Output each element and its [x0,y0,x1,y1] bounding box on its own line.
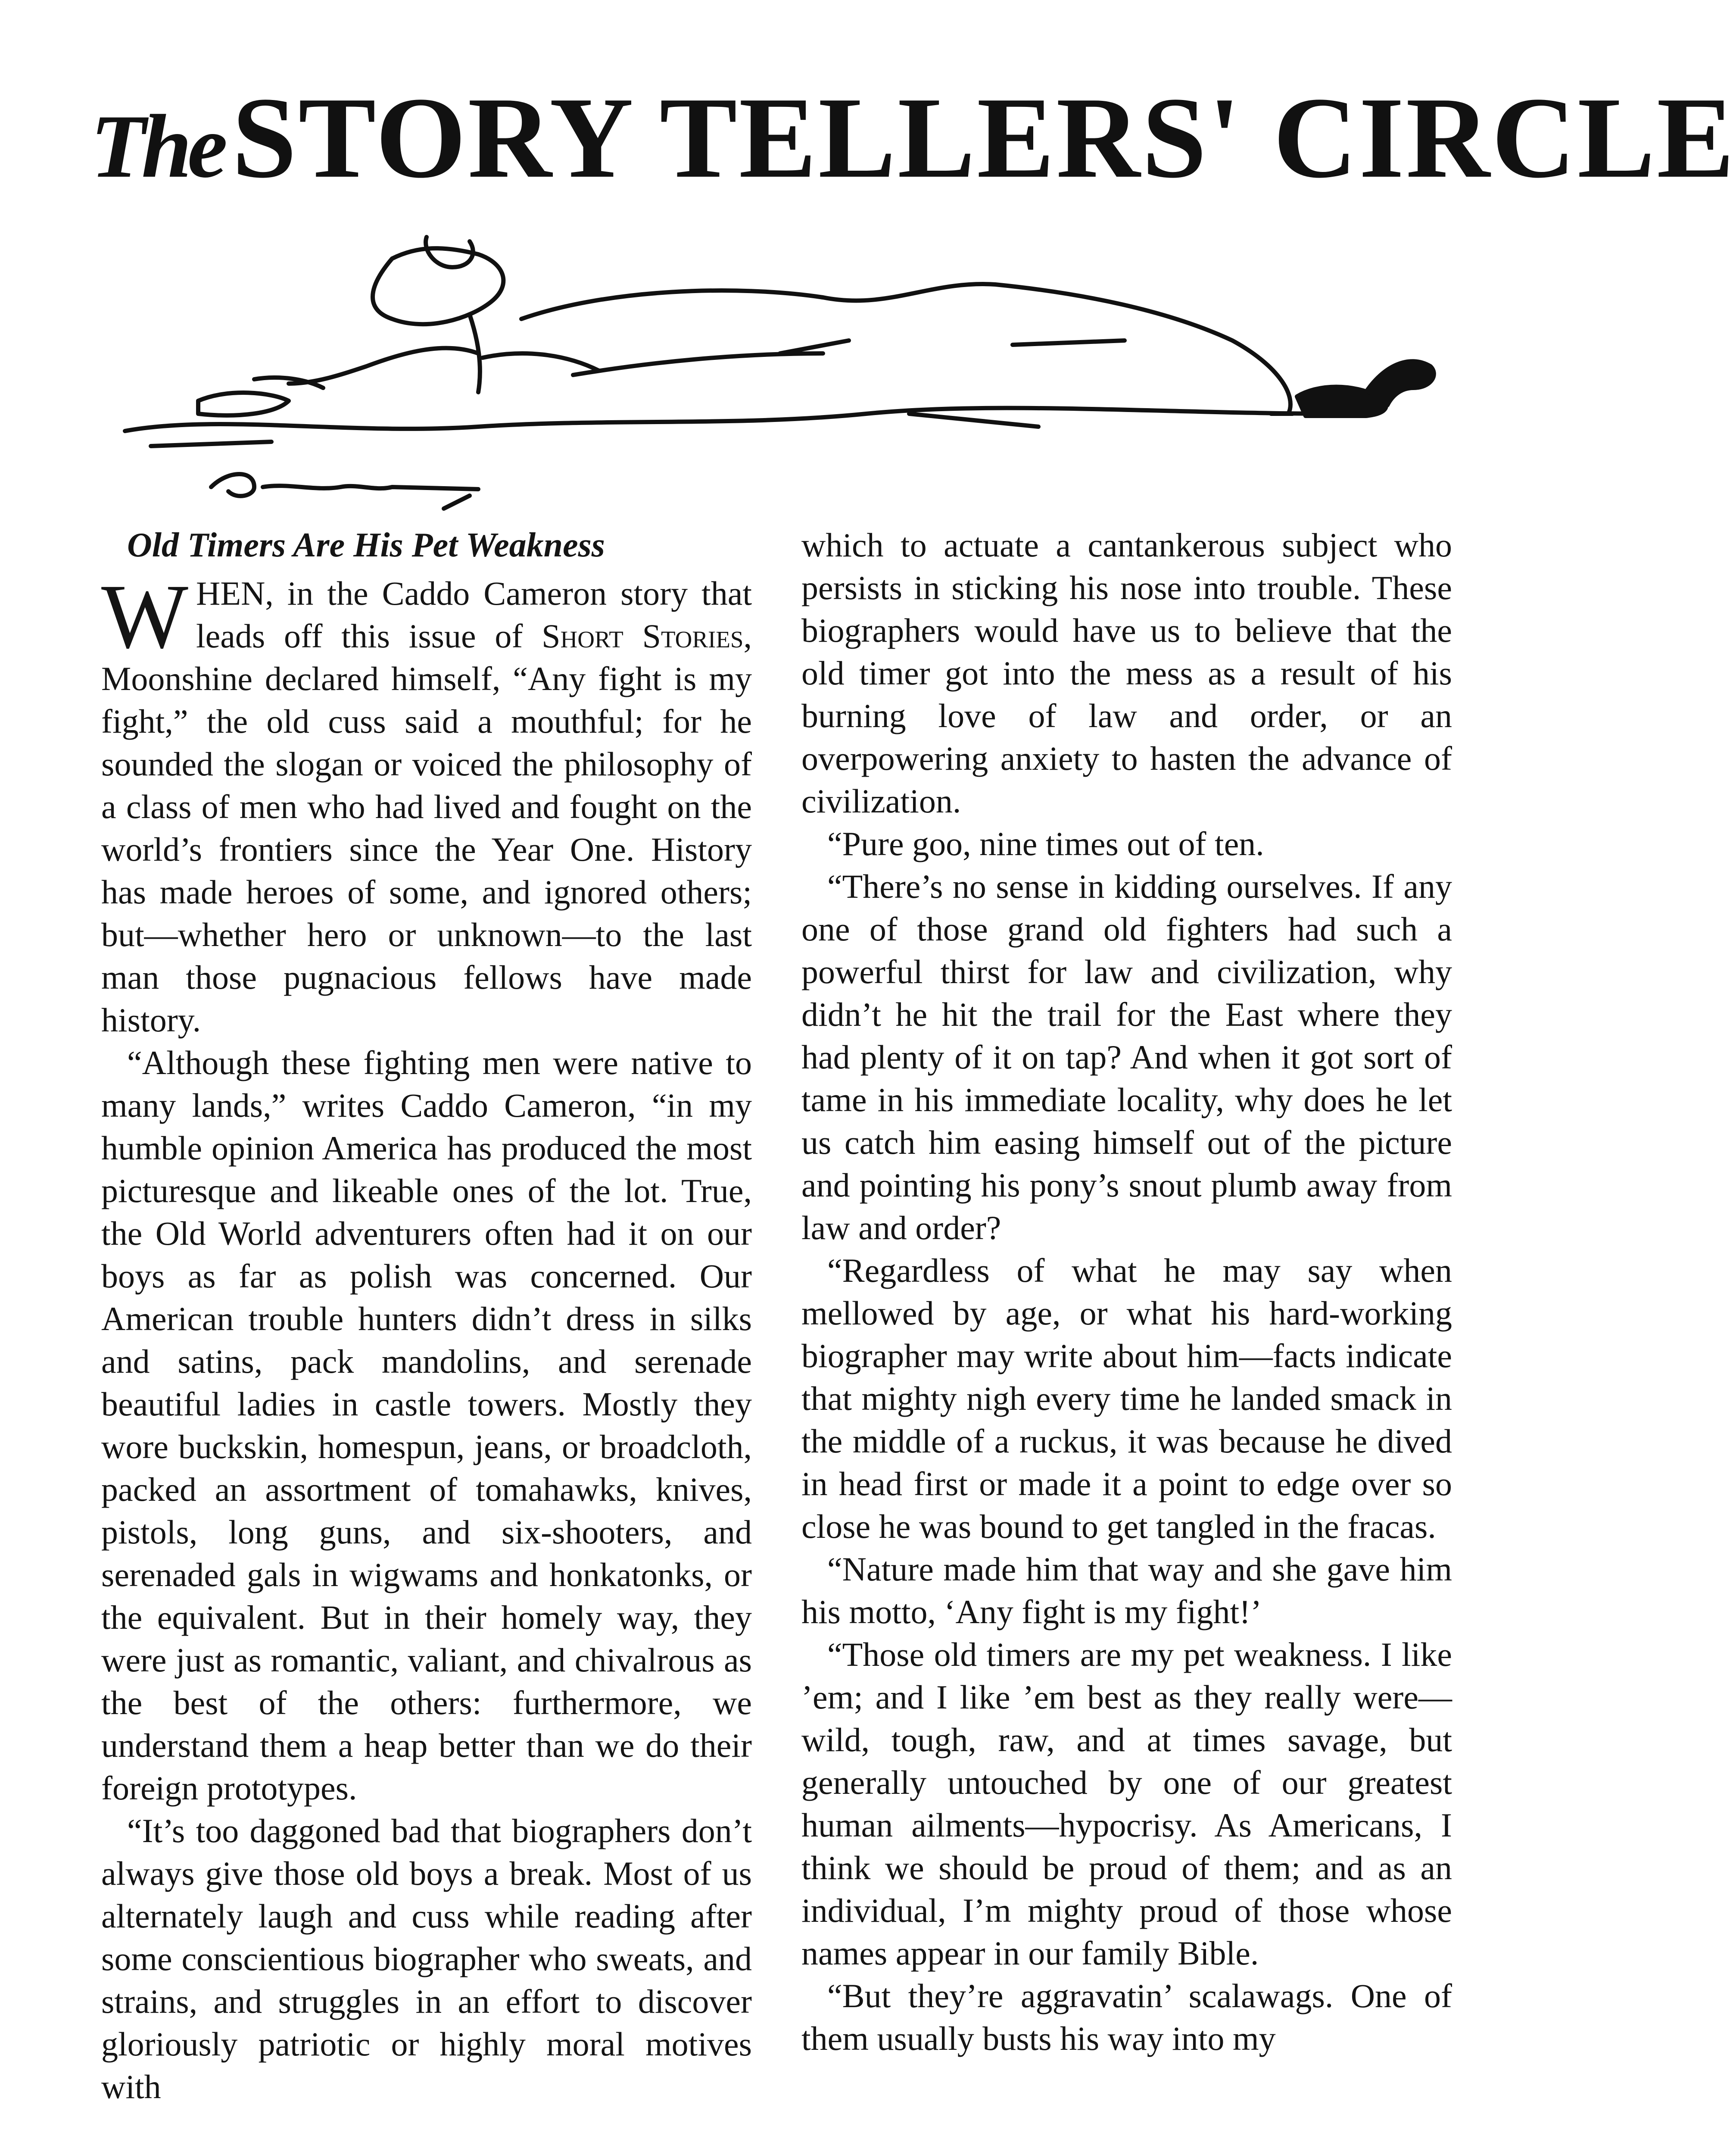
paragraph [101,565,752,1041]
magazine-name: Short Stories [542,617,744,655]
right-column [801,524,1452,2060]
paragraph: which to actuate a cantankerous subject who persists in sticking his nose into trouble. These biographers would have us to believe that the old timer got into the mess as a result of his burning love of law and order, or an overpowering anxiety to hasten the advance of civilization. [801,526,1452,820]
masthead-the: The [90,97,224,197]
paragraph: “Regardless of what he may say when mellowed by age, or what his hard-working biographer may write about him—facts indicate that mighty nigh every time he landed smack in the middle of a ruckus, it was because he dived in head first or made it a point to edge over so close he was bound to get tangled in the fracas. [801,1252,1452,1545]
paragraph: “Pure goo, nine times out of ten. [827,825,1264,862]
paragraph: “But they’re aggravatin’ scalawags. One of them usually busts his way into my [801,1977,1452,2057]
left-column [101,524,752,2108]
drop-cap: W [101,565,188,668]
paragraph: “Nature made him that way and she gave him his motto, ‘Any fight is my fight!’ [801,1550,1452,1630]
sleeping-cowboy-illustration [90,211,1469,522]
paragraph: “It’s too daggoned bad that biographers don’t always give those old boys a break. Most of us alternately laugh and cuss while reading after some conscientious biographer who sweats, and strains, and struggles in an effort to discover gloriously patriotic or highly moral motives with [101,1812,752,2105]
masthead-main: STORY TELLERS' CIRCLE [232,73,1736,202]
section-heading: Old Timers Are His Pet Weakness [127,526,605,564]
paragraph: “Although these fighting men were native to many lands,” writes Caddo Cameron, “in my humble opinion America has produced the most picturesque and likeable ones of the lot. True, the Old World adventurers often had it on our boys as far as polish was concerned. Our American trouble hunters didn’t dress in silks and satins, pack mandolins, and serenade beautiful ladies in castle towers. Mostly they wore buckskin, homespun, jeans, or broadcloth, packed an assortment of tomahawks, knives, pistols, long guns, and six-shooters, and serenaded gals in wigwams and honkatonks, or the equivalent. But in their homely way, they were just as romantic, valiant, and chivalrous as the best of the others: furthermore, we understand them a heap better than we do their foreign prototypes. [101,1044,752,1807]
masthead-title [90,65,1736,211]
paragraph: “There’s no sense in kidding ourselves. If any one of those grand old fighters had such a powerful thirst for law and civilization, why didn’t he hit the trail for the East where they had plenty of it on tap? And when it got sort of tame in his immediate locality, why does he let us catch him easing himself out of the picture and pointing his pony’s snout plumb away from law and order? [801,868,1452,1246]
paragraph-text: , Moonshine declared himself, “Any fight is my fight,” the old cuss said a mouthful; for he sounded the slogan or voiced the philosophy of a class of men who had lived and fought on the world’s frontiers since the Year One. History has made heroes of some, and ignored others; but—whether hero or unknown—to the last man those pugnacious fellows have made history. [101,617,752,1039]
paragraph: “Those old timers are my pet weakness. I like ’em; and I like ’em best as they really were—wild, tough, raw, and at times savage, but generally untouched by one of our greatest human ailments—hypocrisy. As Americans, I think we should be proud of them; and as an individual, I’m mighty proud of those whose names appear in our family Bible. [801,1636,1452,1972]
paragraph-text: HEN, in the Caddo Cameron story that leads off this issue of [196,575,752,655]
